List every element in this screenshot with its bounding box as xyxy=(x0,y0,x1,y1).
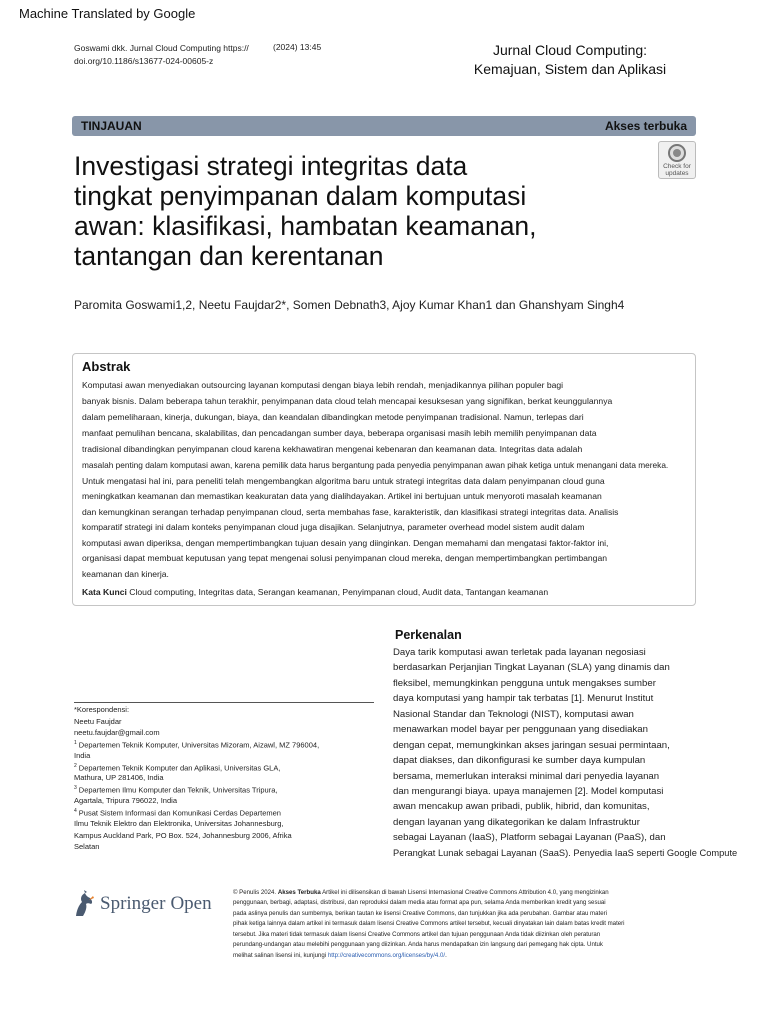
intro-line: Daya tarik komputasi awan terletak pada layanan negosiasi xyxy=(393,647,646,658)
abstract-line: banyak bisnis. Dalam beberapa tahun terakhir, penyimpanan data cloud telah mencapai kesuksesan yang signifikan, berkat keunggulannya xyxy=(82,396,613,406)
citation xyxy=(74,42,274,68)
correspondence-email[interactable]: neetu.faujdar@gmail.com xyxy=(74,728,160,737)
intro-line: daya komputasi yang hampir tak terbatas [1]. Menurut Institut xyxy=(393,693,654,704)
intro-line: bersama, memerlukan interaksi minimal dari penyedia layanan xyxy=(393,771,660,782)
affiliation-line xyxy=(74,808,281,818)
intro-line: fleksibel, memungkinkan pengguna untuk mengakses sumber xyxy=(393,678,656,689)
abstract-line: Komputasi awan menyediakan outsourcing layanan komputasi dengan biaya lebih rendah, menjadikannya pilihan populer bagi xyxy=(82,380,564,390)
abstract-line: dalam pemeliharaan, kinerja, dukungan, biaya, dan keandalan dibandingkan metode penyimpanan tradisional. Namun, terlepas dari xyxy=(82,412,584,422)
abstract-line: organisasi dapat membuat keputusan yang tepat mengenai solusi penyimpanan cloud mereka, dengan mempertimbangkan pertimbangan xyxy=(82,553,608,563)
intro-line: menawarkan model bayar per penggunaan yang disediakan xyxy=(393,724,648,735)
affiliation-text: Departemen Teknik Komputer dan Aplikasi, Universitas GLA, xyxy=(78,763,281,773)
license-open-access: Akses Terbuka xyxy=(277,889,321,896)
springer-wordmark xyxy=(100,893,212,915)
intro-heading: Perkenalan xyxy=(395,628,462,642)
footnote-divider xyxy=(74,702,374,703)
license-line: penggunaan, berbagi, adaptasi, distribusi, dan reproduksi dalam media atau format apa pun, selama Anda memberikan kredit yang sesuai xyxy=(233,899,606,906)
affiliation-line: Kampus Auckland Park, PO Box. 524, Johannesburg 2006, Afrika xyxy=(74,831,292,840)
license-line: pada aslinya penulis dan sumbernya, berikan tautan ke lisensi Creative Commons, dan tunjukkan jika ada perubahan. Gambar atau materi xyxy=(233,910,607,917)
intro-line: dengan layanan yang dikategorikan ke dalam Infrastruktur xyxy=(393,817,640,828)
citation-line-1: Goswami dkk. Jurnal Cloud Computing https:// xyxy=(74,43,249,53)
intro-line: dapat diakses, dan dikonfigurasi ke sumber daya kumpulan xyxy=(393,755,646,766)
affiliation-line: Ilmu Teknik Elektro dan Elektronika, Universitas Johannesburg, xyxy=(74,819,284,828)
intro-line: awan mencakup awan pribadi, publik, hibrid, dan komunitas, xyxy=(393,801,650,812)
license-link[interactable]: http://creativecommons.org/licenses/by/4.0/ xyxy=(327,952,446,959)
intro-line: berdasarkan Perjanjian Tingkat Layanan (SLA) yang dinamis dan xyxy=(393,662,670,673)
abstract-line: Untuk mengatasi hal ini, para peneliti telah mengembangkan algoritma baru untuk strategi integritas data dalam penyimpanan cloud guna xyxy=(82,476,605,486)
abstract-line: dan kemungkinan serangan terhadap penyimpanan cloud, serta membahas fase, karakteristik, dan klasifikasi strategi integritas data. Analisis xyxy=(82,507,619,517)
check-updates-line-2: updates xyxy=(665,170,689,177)
license-text: melihat salinan lisensi ini, kunjungi xyxy=(233,952,327,959)
intro-line: dan mengurangi biaya. upaya manajemen [2]. Model komputasi xyxy=(393,786,664,797)
citation-date: (2024) 13:45 xyxy=(273,42,322,52)
license-text: Artikel ini dilisensikan di bawah Lisensi Internasional Creative Commons Attribution 4.0, yang mengizinkan xyxy=(322,889,609,896)
abstract-line: tradisional dibandingkan penyimpanan cloud karena kekhawatiran mengenai kebenaran dan keamanan data. Integritas data adalah xyxy=(82,444,583,454)
license-line xyxy=(233,952,447,959)
check-updates-label xyxy=(663,163,691,177)
journal-name xyxy=(440,41,700,79)
abstract-line: komputasi awan diperiksa, dengan mempertimbangkan tujuan desain yang diinginkan. Dengan memahami dan mengatasi faktor-faktor ini, xyxy=(82,538,609,548)
license-line: perundang-undangan atau melebihi penggunaan yang diizinkan. Anda harus mendapatkan izin langsung dari pemegang hak cipta. Untuk xyxy=(233,941,603,948)
article-type-label: TINJAUAN xyxy=(81,119,142,133)
affiliation-number: 4 xyxy=(74,808,77,814)
journal-name-line-2: Kemajuan, Sistem dan Aplikasi xyxy=(473,61,667,77)
correspondence-label: *Korespondensi: xyxy=(74,705,130,714)
abstract-line: komparatif strategi ini dalam konteks penyimpanan cloud juga disajikan. Selanjutnya, parameter overhead model sistem audit dalam xyxy=(82,522,585,532)
springer-open-logo[interactable] xyxy=(72,890,212,918)
affiliation-text: Departemen Ilmu Komputer dan Teknik, Universitas Tripura, xyxy=(78,785,278,795)
affiliation-number: 1 xyxy=(74,740,77,746)
title-line: Investigasi strategi integritas data xyxy=(74,151,468,181)
machine-translated-banner: Machine Translated by Google xyxy=(19,6,196,21)
affiliation-line xyxy=(74,763,280,773)
abstract-line: keamanan dan kinerja. xyxy=(82,569,169,579)
affiliation-line: India xyxy=(74,751,91,760)
license-period: . xyxy=(445,952,447,959)
article-title xyxy=(74,151,634,271)
check-updates-icon xyxy=(668,144,686,162)
keywords-list: Cloud computing, Integritas data, Serangan keamanan, Penyimpanan cloud, Audit data, Tantangan keamanan xyxy=(129,587,549,597)
check-updates-line-1: Check for xyxy=(663,163,691,170)
citation-doi[interactable]: doi.org/10.1186/s13677-024-00605-z xyxy=(74,56,214,66)
author-list: Paromita Goswami1,2, Neetu Faujdar2*, Somen Debnath3, Ajoy Kumar Khan1 dan Ghanshyam Singh4 xyxy=(74,298,625,312)
affiliation-line xyxy=(74,740,319,750)
license-line: tersebut. Jika materi tidak termasuk dalam lisensi Creative Commons artikel dan tujuan penggunaan Anda tidak diizinkan oleh peraturan xyxy=(233,931,601,938)
license-line: pihak ketiga lainnya dalam artikel ini termasuk dalam lisensi Creative Commons artikel tersebut, kecuali dinyatakan lain dalam batas kredit materi xyxy=(233,920,625,927)
springer-horse-icon xyxy=(72,890,96,918)
license-line xyxy=(233,889,609,896)
affiliation-line: Agartala, Tripura 796022, India xyxy=(74,796,177,805)
affiliation-line: Mathura, UP 281406, India xyxy=(74,773,164,782)
article-type-bar xyxy=(72,116,696,136)
title-line: tingkat penyimpanan dalam komputasi xyxy=(74,181,527,211)
open-access-label: Akses terbuka xyxy=(604,119,687,133)
abstract-heading: Abstrak xyxy=(82,359,131,374)
keywords-label: Kata Kunci xyxy=(82,587,127,597)
intro-line: Nasional Standar dan Teknologi (NIST), komputasi awan xyxy=(393,709,634,720)
springer-name: Springer xyxy=(100,893,166,914)
title-line: tantangan dan kerentanan xyxy=(74,241,384,271)
intro-line: dengan cepat, memungkinkan akses jaringan sesuai permintaan, xyxy=(393,740,670,751)
affiliation-text: Departemen Teknik Komputer, Universitas Mizoram, Aizawl, MZ 796004, xyxy=(78,740,320,750)
affiliation-line: Selatan xyxy=(74,842,100,851)
journal-name-line-1: Jurnal Cloud Computing: xyxy=(492,42,648,58)
abstract-line: masalah penting dalam komputasi awan, karena pemilik data harus bergantung pada penyedia penyimpanan awan pihak ketiga untuk menangani data mereka. xyxy=(82,460,669,470)
correspondence-name: Neetu Faujdar xyxy=(74,717,122,726)
abstract-line: meningkatkan keamanan dan memastikan keakuratan data yang dialihdayakan. Artikel ini bertujuan untuk menyoroti masalah keamanan xyxy=(82,491,602,501)
affiliation-number: 2 xyxy=(74,763,77,769)
abstract-line: manfaat pemulihan bencana, skalabilitas, dan pencadangan sumber daya, beberapa organisasi masih lebih memilih penyimpanan data xyxy=(82,428,597,438)
keywords xyxy=(82,587,548,597)
check-for-updates-badge[interactable] xyxy=(658,141,696,179)
affiliation-text: Pusat Sistem Informasi dan Komunikasi Cerdas Departemen xyxy=(78,808,281,818)
intro-line: sebagai Layanan (IaaS), Platform sebagai Layanan (PaaS), dan xyxy=(393,832,666,843)
intro-line: Perangkat Lunak sebagai Layanan (SaaS). Penyedia IaaS seperti Google Compute xyxy=(393,848,738,858)
affiliation-line xyxy=(74,785,277,795)
license-copyright: © Penulis 2024. xyxy=(233,889,277,896)
springer-open-suffix: Open xyxy=(170,893,212,914)
affiliation-number: 3 xyxy=(74,785,77,791)
title-line: awan: klasifikasi, hambatan keamanan, xyxy=(74,211,537,241)
